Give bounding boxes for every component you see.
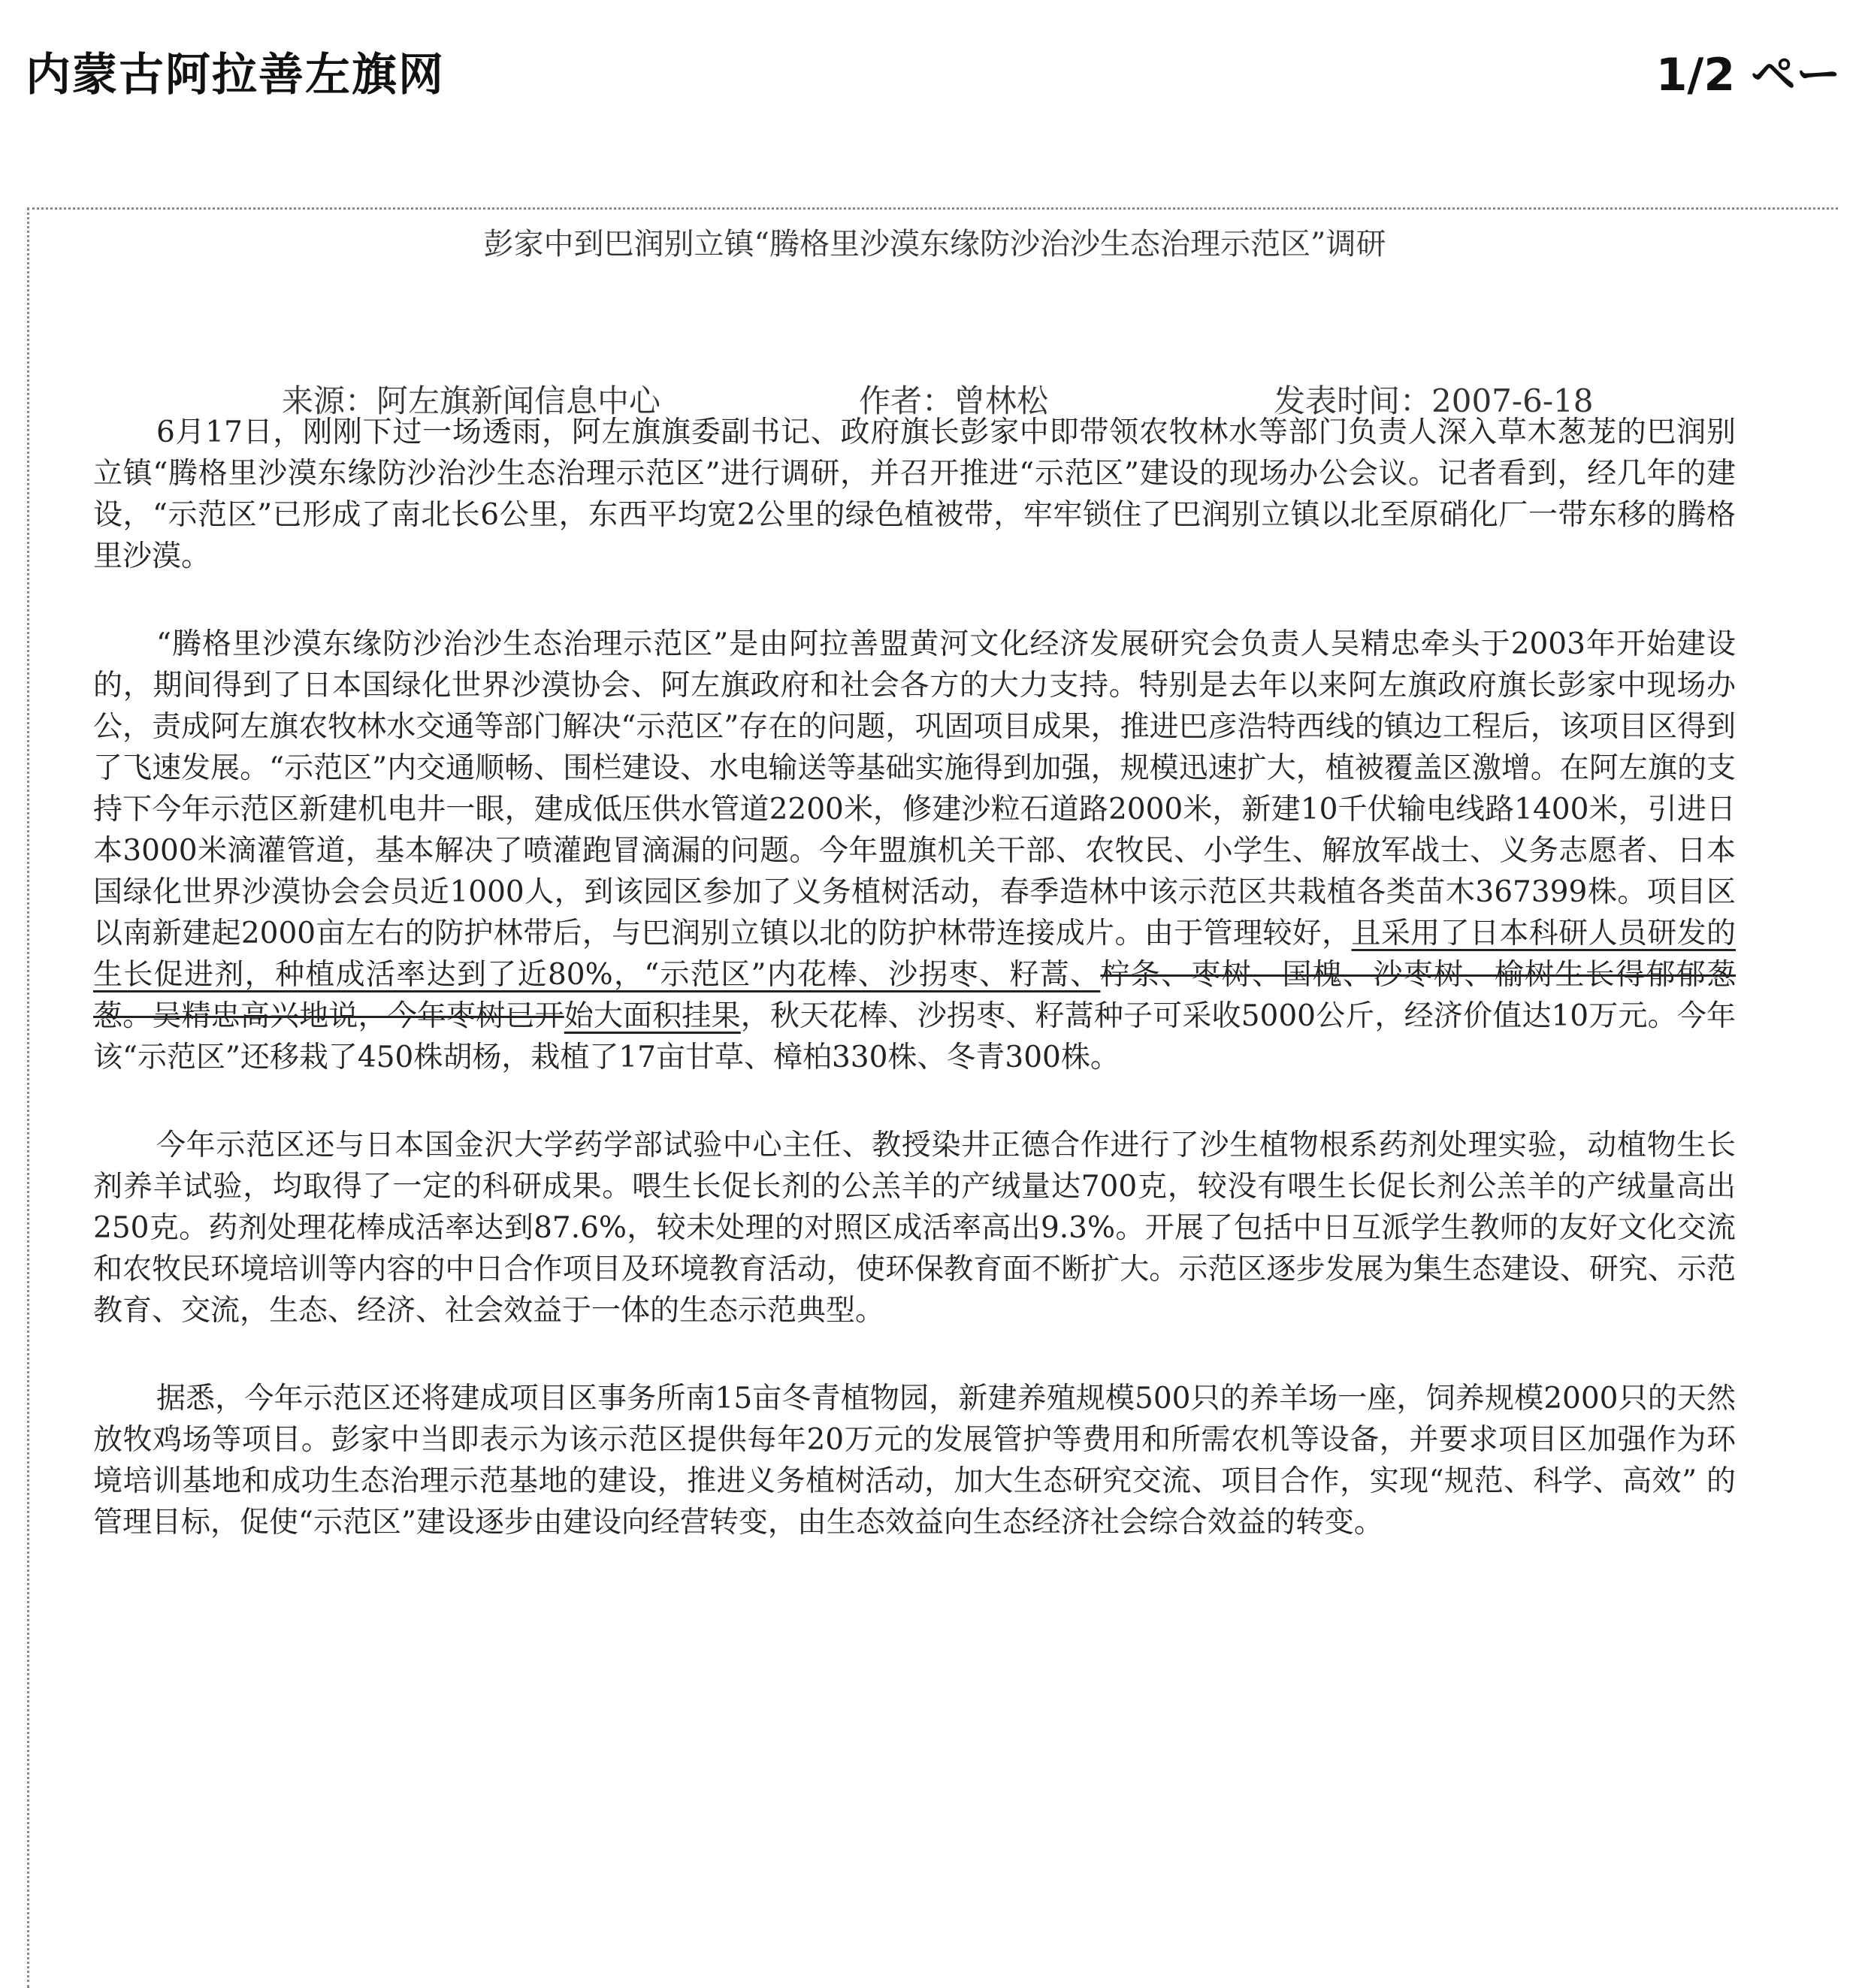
page-indicator: 1/2 ペー [1655, 49, 1841, 101]
source-value: 阿左旗新闻信息中心 [376, 382, 661, 419]
article-body [93, 412, 1736, 1543]
article-title: 彭家中到巴润别立镇“腾格里沙漠东缘防沙治沙生态治理示范区”调研 [483, 227, 1386, 261]
author-label: 作者： [859, 382, 954, 419]
source-label: 来源： [282, 382, 377, 419]
underlined-phrase-3: 始大面积挂果 [564, 999, 741, 1033]
underlined-phrase-2: 种植成活率达到了近80%，“示范区”内花棒、沙拐枣、籽蒿、 [274, 958, 1101, 992]
paragraph-3: 今年示范区还与日本国金沢大学药学部试验中心主任、教授染井正德合作进行了沙生植物根系药剂处理实验，动植物生长剂养羊试验，均取得了一定的科研成果。喂生长促长剂的公羔羊的产绒量达700克，较没有喂生长促长剂公羔羊的产绒量高出250克。药剂处理花棒成活率达到87.6%，较未处理的对照区成活率高出9.3%。开展了包括中日互派学生教师的友好文化交流和农牧民环境培训等内容的中日合作项目及环境教育活动，使环保教育面不断扩大。示范区逐步发展为集生态建设、研究、示范教育、交流，生态、经济、社会效益于一体的生态示范典型。 [93, 1128, 1736, 1328]
date-value: 2007-6-18 [1431, 382, 1594, 419]
site-header [0, 0, 1859, 203]
site-name[interactable]: 内蒙古阿拉善左旗网 [26, 49, 445, 101]
date-label: 发表时间： [1274, 382, 1432, 419]
struck-phrase: 柠条、枣树、国槐、沙枣树、榆树生长得郁郁葱葱。吴精忠高兴地说，今年枣树已开 [93, 958, 1736, 1033]
paragraph-2 [93, 624, 1736, 1078]
paragraph-2-text-c: ，秋天花棒、沙拐枣、籽蒿种子可采收5000公斤，经济价值达10万元。今年该“示范区”还移栽了450株胡杨，栽植了17亩甘草、樟柏330株、冬青300株。 [93, 999, 1736, 1074]
author-value: 曾林松 [954, 382, 1049, 419]
underlined-phrase-1: 且采用了日本科研人员研发的生长促进剂， [93, 917, 1736, 992]
paragraph-1: 6月17日，刚刚下过一场透雨，阿左旗旗委副书记、政府旗长彭家中即带领农牧林水等部门负责人深入草木葱茏的巴润别立镇“腾格里沙漠东缘防沙治沙生态治理示范区”进行调研，并召开推进“示范区”建设的现场办公会议。记者看到，经几年的建设，“示范区”已形成了南北长6公里，东西平均宽2公里的绿色植被带，牢牢锁住了巴润别立镇以北至原硝化厂一带东移的腾格里沙漠。 [93, 415, 1736, 573]
paragraph-4: 据悉，今年示范区还将建成项目区事务所南15亩冬青植物园，新建养殖规模500只的养羊场一座，饲养规模2000只的天然放牧鸡场等项目。彭家中当即表示为该示范区提供每年20万元的发展管护等费用和所需农机等设备，并要求项目区加强作为环境培训基地和成功生态治理示范基地的建设，推进义务植树活动，加大生态研究交流、项目合作，实现“规范、科学、高效” 的管理目标，促使“示范区”建设逐步由建设向经营转变，由生态效益向生态经济社会综合效益的转变。 [93, 1382, 1736, 1539]
paragraph-2-text-a: “腾格里沙漠东缘防沙治沙生态治理示范区”是由阿拉善盟黄河文化经济发展研究会负责人吴精忠牵头于2003年开始建设的，期间得到了日本国绿化世界沙漠协会、阿左旗政府和社会各方的大力支持。特别是去年以来阿左旗政府旗长彭家中现场办公，责成阿左旗农牧林水交通等部门解决“示范区”存在的问题，巩固项目成果，推进巴彦浩特西线的镇边工程后，该项目区得到了飞速发展。“示范区”内交通顺畅、围栏建设、水电输送等基础实施得到加强，规模迅速扩大，植被覆盖区激增。在阿左旗的支持下今年示范区新建机电井一眼，建成低压供水管道2200米，修建沙粒石道路2000米，新建10千伏输电线路1400米，引进日本3000米滴灌管道，基本解决了喷灌跑冒滴漏的问题。今年盟旗机关干部、农牧民、小学生、解放军战士、义务志愿者、日本国绿化世界沙漠协会会员近1000人，到该园区参加了义务植树活动，春季造林中该示范区共栽植各类苗木367399株。项目区以南新建起2000亩左右的防护林带后，与巴润别立镇以北的防护林带连接成片。由于管理较好， [93, 627, 1736, 950]
